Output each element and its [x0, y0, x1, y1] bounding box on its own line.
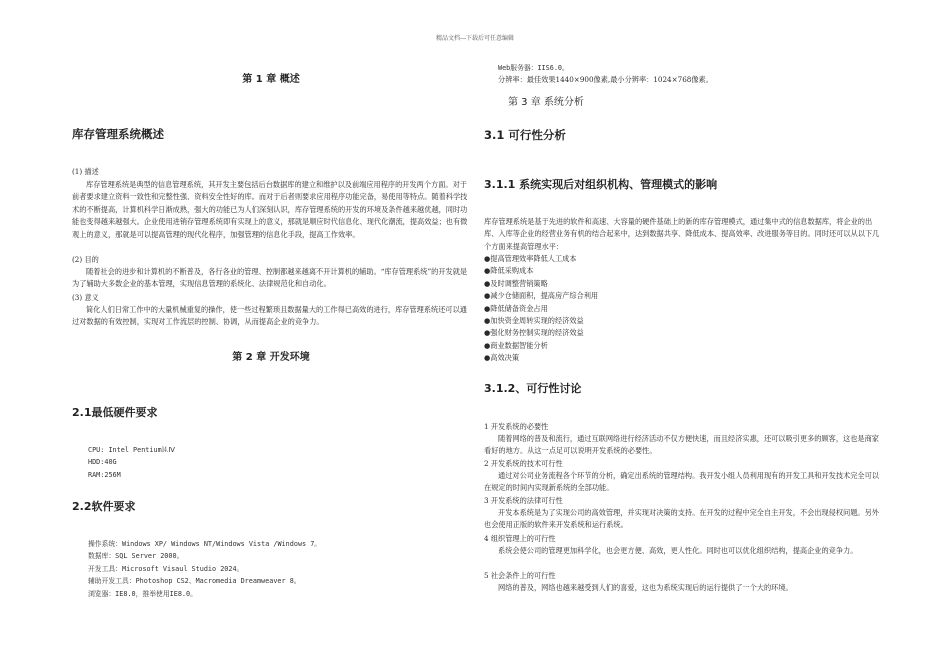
benefit-item: ●降低采购成本: [484, 266, 534, 276]
section-1-label: (1) 描述: [72, 167, 99, 176]
section-3-1-1-heading: 3.1.1 系统实现后对组织机构、管理模式的影响: [484, 178, 718, 191]
hardware-item: CPU: Intel Pentium⒕Ⅳ: [88, 446, 175, 454]
software-item: 辅助开发工具：Photoshop CS2、Macromedia Dreamweaver 8。: [88, 577, 301, 586]
benefit-item: ●强化财务控制实现的经济效益: [484, 328, 584, 338]
chapter-1-heading: 第 1 章 概述: [242, 74, 300, 85]
software-item: 浏览器：IE8.0，推举使用IE8.0。: [88, 589, 197, 598]
hardware-heading: 2.1最低硬件要求: [72, 406, 158, 419]
benefit-item: ●及时调整营销策略: [484, 278, 548, 288]
feasibility-2-label: 2 开发系统的技术可行性: [484, 459, 563, 468]
benefit-list: [484, 253, 598, 365]
feasibility-1-label: 1 开发系统的必要性: [484, 422, 549, 431]
web-server-line: Web服务器：IIS6.0。: [498, 64, 569, 72]
feasibility-1-text: 随着网络的普及和流行，通过互联网络进行经济活动不仅方便快速，而且经济实惠，还可以吸引更多的顾客，这也是商家看好的地方。从这一点足可以说明开发系统的必要性。: [484, 434, 879, 456]
software-heading: 2.2软件要求: [72, 500, 136, 513]
page-watermark: 精品文档---下载后可任意编辑: [435, 35, 515, 42]
section-3-1-1-text: 库存管理系统是基于先进的软件和高速、大容量的硬件基础上的新的库存管理模式，通过集中式的信息数据库，将企业的出库、入库等企业的经营业务有机的结合起来中，达到数据共享、降低成本、提高效率、改进服务等目的。同时还可以从以下几个方面来提高管理水平：: [484, 217, 880, 251]
section-3-text: 简化人们日常工作中的大量机械重复的操作，使一些过程繁琐且数据量大的工作得已高效的进行，库存管理系统还可以通过对数据的有效控制，实现对工作流层的控制、协调，从而提高企业的竞争力。: [72, 305, 467, 327]
feasibility-5-text: 网络的普及，网络也越来越受到人们的喜爱，这也为系统实现后的运行提供了一个大的环境。: [498, 583, 793, 592]
feasibility-5-label: 5 社会条件上的可行性: [484, 571, 556, 580]
benefit-item: ●减少仓储面积，提高房产综合利用: [484, 291, 599, 301]
hardware-list: [88, 444, 175, 481]
feasibility-4-label: 4 组织管理上的可行性: [484, 534, 556, 543]
resolution-line: 分辨率：最佳效果1440×900像素,最小分辨率：1024×768像素。: [498, 75, 713, 84]
section-1-text: 库存管理系统是典型的信息管理系统，其开发主要包括后台数据库的建立和维护以及前端应用程序的开发两个方面。对于前者要求建立资料一致性和完整性强、资料安全性好的库。而对于后者则要求应用程序功能完备，易使用等特点。随着科学技术的不断提高，计算机科学日渐成熟，强大的功能已为人们深刻认识，库存管理系统的开发的环境及条件越来越优越，同时功能也变得越来越强大。企业使用进销存管理系统即有实现上的意义，那就是顺应时代信息化、现代化潮流，提高效益；也有微观上的意义，那就是可以提高管理的现代化程序，加强管理的信息化手段，提高工作效率。: [72, 180, 468, 239]
hardware-item: RAM:256M: [88, 470, 121, 479]
section-3-1-2-heading: 3.1.2、可行性讨论: [484, 382, 582, 395]
chapter-2-heading: 第 2 章 开发环境: [232, 352, 310, 363]
feasibility-4-text: 系统会使公司的管理更加科学化，也会更方便、高效，更人性化。同时也可以优化组织结构，提高企业的竞争力。: [498, 546, 858, 555]
section-2-text: 随着社会的进步和计算机的不断普及，各行各业的管理、控制都越来越离不开计算机的辅助。“库存管理系统”的开发就是为了辅助大多数企业的基本管理，实现信息管理的系统化、法律规范化和自动化。: [72, 267, 468, 289]
benefit-item: ●提高管理效率降低人工成本: [484, 254, 577, 263]
section-3-label: (3) 意义: [72, 293, 99, 302]
software-item: 开发工具：Microsoft Visaul Studio 2024。: [88, 564, 244, 573]
feasibility-3-text: 开发本系统是为了实现公司的高效管理，并实现对决策的支持。在开发的过程中完全自主开发，不会出现侵权问题。另外也会使用正版的软件来开发系统和运行系统。: [484, 508, 879, 530]
software-list: [88, 538, 321, 600]
document-title: 库存管理系统概述: [72, 127, 164, 141]
benefit-item: ●商业数据智能分析: [484, 340, 548, 350]
benefit-item: ●加快资金周转实现的经济效益: [484, 316, 584, 326]
hardware-item: HDD:40G: [88, 458, 117, 467]
software-item: 数据库：SQL Server 2000。: [88, 552, 184, 561]
feasibility-3-label: 3 开发系统的法律可行性: [484, 496, 563, 505]
chapter-3-heading: 第 3 章 系统分析: [508, 97, 584, 108]
software-item: 操作系统：Windows XP/ Windows NT/Windows Vista /Windows 7。: [88, 540, 322, 548]
feasibility-2-text: 通过对公司业务流程各个环节的分析，确定出系统的管理结构。我开发小组人员利用现有的开发工具和开发技术完全可以在规定的时间内实现新系统的全部功能。: [484, 471, 879, 493]
section-2-label: (2) 目的: [72, 255, 99, 264]
section-3-1-heading: 3.1 可行性分析: [484, 128, 566, 142]
benefit-item: ●降低储备资金占用: [484, 303, 548, 313]
benefit-item: ●高效决策: [484, 353, 520, 363]
